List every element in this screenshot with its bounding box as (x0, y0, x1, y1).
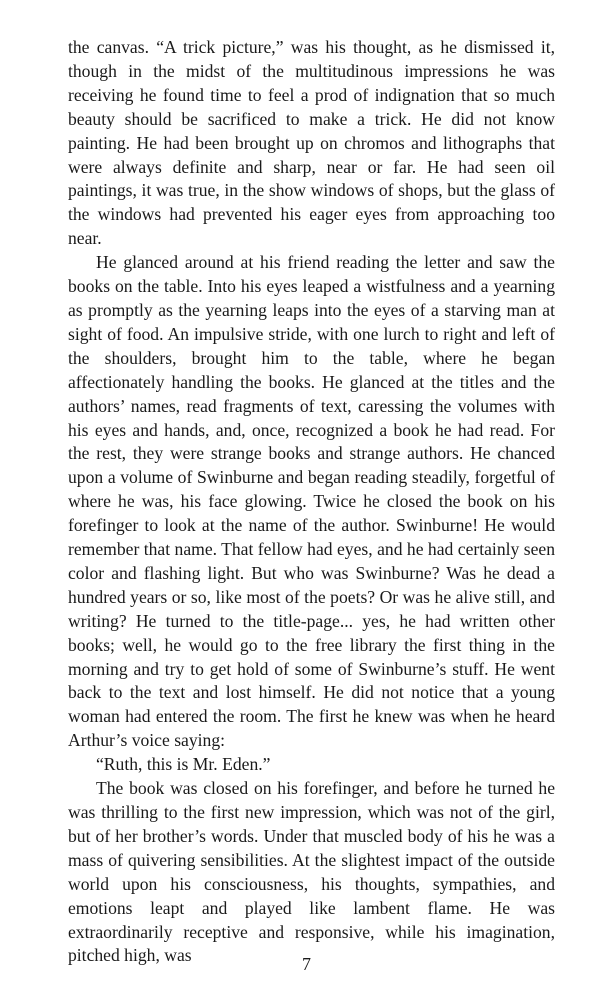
body-text (68, 36, 555, 968)
paragraph-2: He glanced around at his friend reading the letter and saw the books on the table. Into his eyes leaped a wistfulness and a yearning as promptly as the yearning leaps into the eyes of a starving man at sight of food. An impulsive stride, with one lurch to right and left of the shoulders, brought him to the table, where he began affectionately handling the books. He glanced at the titles and the authors’ names, read fragments of text, caressing the volumes with his eyes and hands, and, once, recognized a book he had read. For the rest, they were strange books and strange authors. He chanced upon a volume of Swinburne and began reading steadily, forgetful of where he was, his face glowing. Twice he closed the book on his forefinger to look at the name of the author. Swinburne! He would remember that name. That fellow had eyes, and he had certainly seen color and flashing light. But who was Swinburne? Was he dead a hundred years or so, like most of the poets? Or was he alive still, and writing? He turned to the title-page... yes, he had written other books; well, he would go to the free library the first thing in the morning and try to get hold of some of Swinburne’s stuff. He went back to the text and lost himself. He did not notice that a young woman had entered the room. The first he knew was when he heard Arthur’s voice saying: (68, 252, 555, 751)
paragraph-4: The book was closed on his forefinger, and before he turned he was thrilling to the first new impression, which was not of the girl, but of her brother’s words. Under that muscled body of his he was a mass of quivering sensibilities. At the slightest impact of the outside world upon his consciousness, his thoughts, sympathies, and emotions leapt and played like lambent flame. He was extraordinarily receptive and responsive, while his imagination, pitched high, was (68, 778, 555, 966)
paragraph-1: the canvas. “A trick picture,” was his thought, as he dismissed it, though in the midst of the multitudinous impressions he was receiving he found time to feel a prod of indignation that so much beauty should be sacrificed to make a trick. He did not know painting. He had been brought up on chromos and lithographs that were always definite and sharp, near or far. He had seen oil paintings, it was true, in the show windows of shops, but the glass of the windows had prevented his eager eyes from approaching too near. (68, 37, 555, 249)
paragraph-3: “Ruth, this is Mr. Eden.” (96, 754, 271, 775)
page-number: 7 (302, 954, 311, 974)
